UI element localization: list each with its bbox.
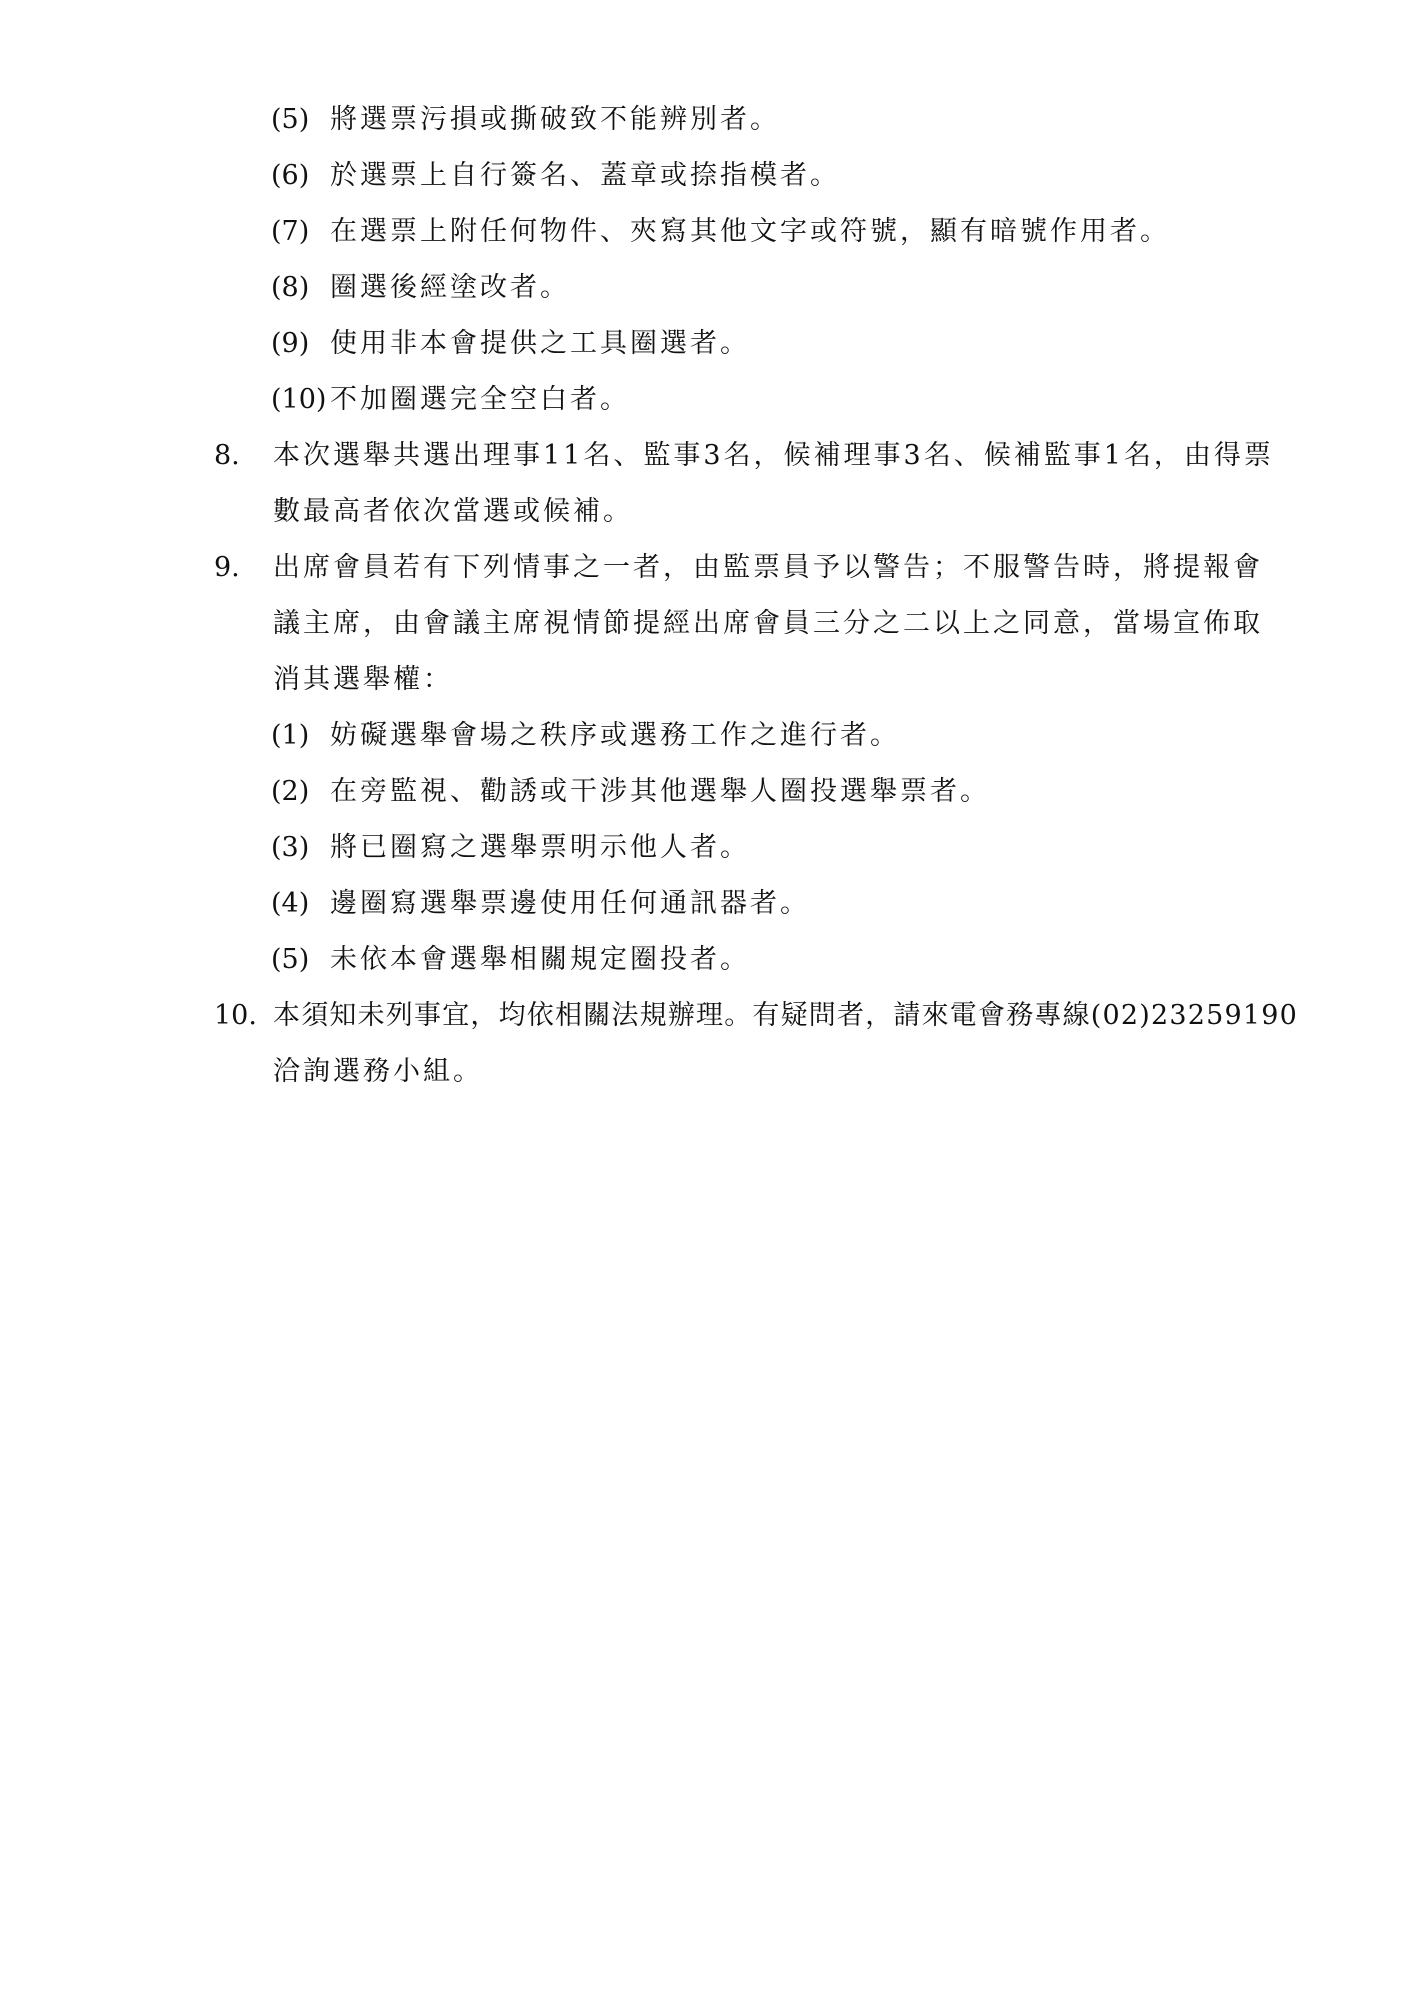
item-10-line-2: 洽詢選務小組。	[273, 1056, 483, 1087]
sub-item-text: 妨礙選舉會場之秩序或選務工作之進行者。	[330, 720, 900, 751]
sub-item-text: 在選票上附任何物件、夾寫其他文字或符號，顯有暗號作用者。	[330, 216, 1170, 247]
item-10-label: 10.	[214, 1000, 257, 1031]
sub-item-label: (8)	[271, 272, 310, 303]
item-8-line-1: 本次選舉共選出理事11名、監事3名，候補理事3名、候補監事1名，由得票	[273, 440, 1274, 471]
item-8-line-2: 數最高者依次當選或候補。	[273, 496, 633, 527]
item-10-line-1: 本須知未列事宜，均依相關法規辦理。有疑問者，請來電會務專線(02)23259190	[273, 1000, 1299, 1031]
sub-item-text: 於選票上自行簽名、蓋章或捺指模者。	[330, 160, 840, 191]
item-8-label: 8.	[214, 440, 240, 471]
sub-item-label: (6)	[271, 160, 310, 191]
sub-item-label: (5)	[271, 944, 310, 975]
sub-item-label: (5)	[271, 104, 310, 135]
sub-item-label: (9)	[271, 328, 310, 359]
sub-item-text: 將已圈寫之選舉票明示他人者。	[330, 832, 750, 863]
sub-item-label: (2)	[271, 776, 310, 807]
item-9-line-3: 消其選舉權：	[273, 664, 453, 695]
sub-item-text: 不加圈選完全空白者。	[330, 384, 630, 415]
item-9-label: 9.	[214, 552, 240, 583]
sub-item-text: 未依本會選舉相關規定圈投者。	[330, 944, 750, 975]
sub-item-label: (4)	[271, 888, 310, 919]
sub-item-label: (7)	[271, 216, 310, 247]
sub-item-text: 圈選後經塗改者。	[330, 272, 570, 303]
sub-item-label: (1)	[271, 720, 310, 751]
sub-item-text: 在旁監視、勸誘或干涉其他選舉人圈投選舉票者。	[330, 776, 990, 807]
item-9-line-2: 議主席，由會議主席視情節提經出席會員三分之二以上之同意，當場宣佈取	[273, 608, 1263, 639]
sub-item-text: 邊圈寫選舉票邊使用任何通訊器者。	[330, 888, 810, 919]
sub-item-label: (3)	[271, 832, 310, 863]
sub-item-text: 使用非本會提供之工具圈選者。	[330, 328, 750, 359]
sub-item-text: 將選票污損或撕破致不能辨別者。	[330, 104, 780, 135]
sub-item-label: (10)	[271, 384, 327, 415]
item-9-line-1: 出席會員若有下列情事之一者，由監票員予以警告；不服警告時，將提報會	[273, 552, 1263, 583]
